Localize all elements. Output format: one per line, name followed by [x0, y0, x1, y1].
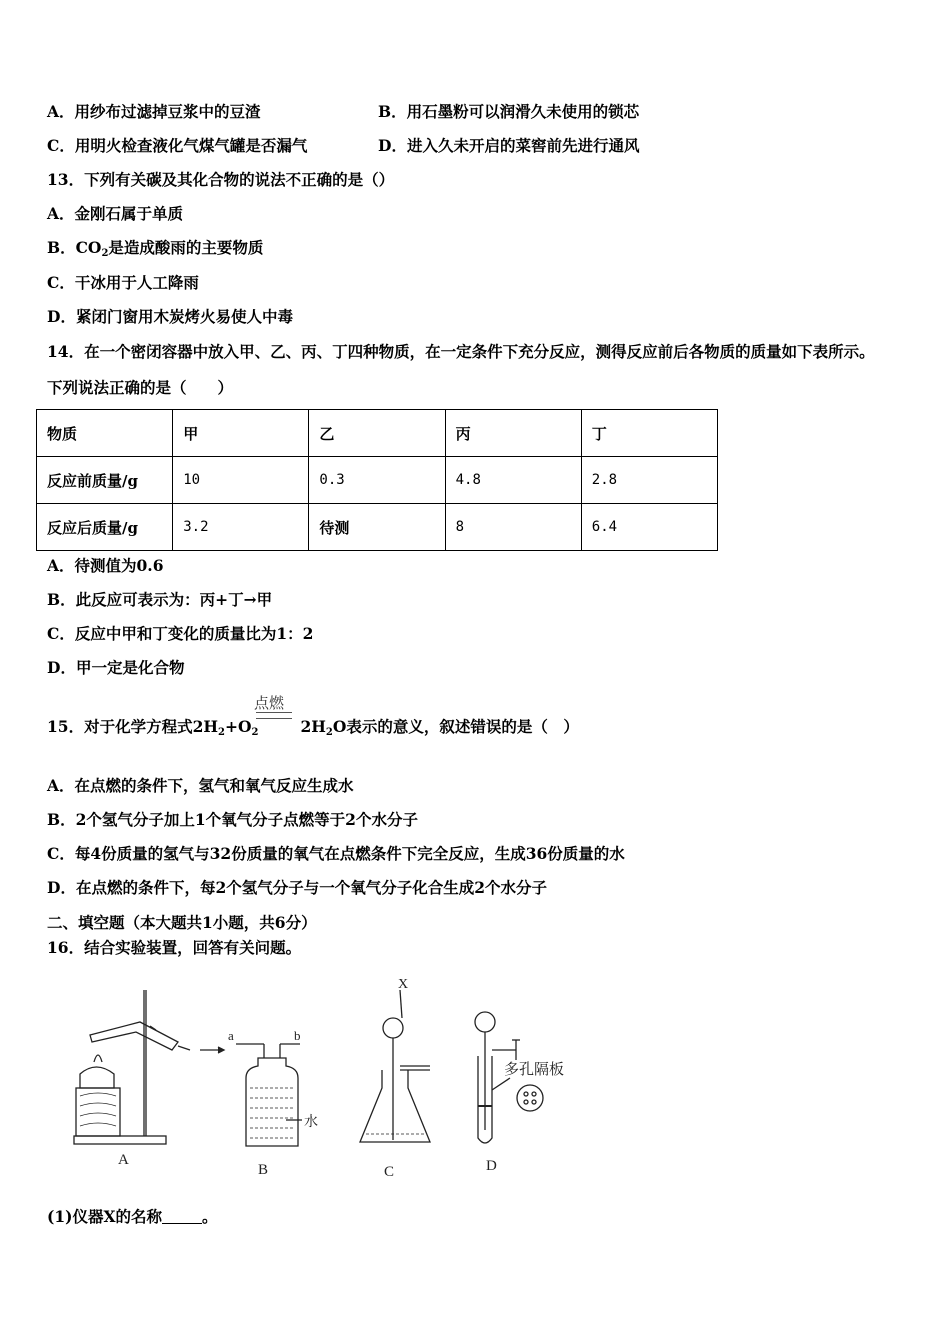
port-a-label: a [228, 1028, 234, 1043]
q14-option-b: B．此反应可表示为：丙+丁→甲 [47, 590, 273, 609]
table-cell: 2.8 [581, 457, 717, 504]
q16-sub1-post: 。 [201, 1207, 218, 1226]
apparatus-figure [60, 970, 600, 1185]
apparatus-a [74, 990, 224, 1144]
table-cell: 10 [173, 457, 309, 504]
q13-option-b [47, 238, 263, 264]
eq-sub: 2 [251, 727, 259, 738]
table-cell: 3.2 [173, 504, 309, 551]
eq-sub: 2 [325, 727, 333, 738]
table-cell: 丁 [581, 410, 717, 457]
option-c: C．用明火检查液化气煤气罐是否漏气 [47, 136, 308, 155]
eq-left: 2H [192, 717, 219, 736]
delivery-tube [178, 1046, 190, 1050]
q15-stem [47, 717, 579, 743]
q13-b-pre: B．CO [47, 238, 102, 257]
q14-stem-line2: 下列说法正确的是（ ） [47, 378, 234, 397]
q14-option-a: A．待测值为0.6 [47, 556, 164, 575]
table-row [37, 410, 718, 457]
test-tube [90, 1022, 178, 1050]
x-label: X [398, 977, 409, 992]
q13-option-d: D．紧闭门窗用木炭烤火易使人中毒 [47, 307, 293, 326]
alcohol-lamp [80, 1067, 114, 1088]
option-d: D．进入久未开启的菜窖前先进行通风 [378, 136, 640, 155]
apparatus-c [360, 990, 430, 1142]
funnel-d [475, 1012, 495, 1032]
label-a: A [118, 1152, 129, 1168]
reaction-condition: 点燃 [254, 694, 285, 712]
eq-sub: 2 [218, 727, 225, 738]
q15-stem-post: 表示的意义，叙述错误的是（ ） [346, 717, 579, 736]
table-cell: 甲 [173, 410, 309, 457]
option-b: B．用石墨粉可以润滑久未使用的锁芯 [378, 102, 640, 121]
q15-option-a: A．在点燃的条件下，氢气和氧气反应生成水 [47, 776, 354, 795]
label-d: D [486, 1158, 497, 1174]
table-cell: 丙 [445, 410, 581, 457]
q13-b-post: 是造成酸雨的主要物质 [108, 238, 264, 257]
table-cell: 乙 [309, 410, 445, 457]
q13-option-a: A．金刚石属于单质 [47, 204, 184, 223]
q16-sub1 [47, 1207, 218, 1227]
port-b-label: b [294, 1028, 301, 1043]
q15-stem-pre: 15．对于化学方程式 [47, 717, 193, 736]
label-c: C [384, 1164, 395, 1180]
eq-plus: +O [224, 717, 252, 736]
table-cell: 反应后质量/g [37, 504, 173, 551]
table-row [37, 457, 718, 504]
table-cell: 反应前质量/g [37, 457, 173, 504]
q14-mass-table [36, 409, 718, 551]
q15-option-d: D．在点燃的条件下，每2个氢气分子与一个氧气分子化合生成2个水分子 [47, 878, 548, 897]
table-row [37, 504, 718, 551]
stand-base [74, 1136, 166, 1144]
q14-option-d: D．甲一定是化合物 [47, 658, 185, 677]
section-title: 二、填空题（本大题共1小题，共6分） [47, 913, 317, 932]
table-cell: 8 [445, 504, 581, 551]
table-cell: 4.8 [445, 457, 581, 504]
plate-label: 多孔隔板 [504, 1060, 565, 1078]
table-cell: 6.4 [581, 504, 717, 551]
q14-stem-line1: 14．在一个密闭容器中放入甲、乙、丙、丁四种物质，在一定条件下充分反应，测得反应前后各物质的质量如下表所示。 [47, 342, 875, 361]
eq-right: 2H [300, 717, 326, 736]
gas-bottle [246, 1058, 298, 1146]
option-a: A．用纱布过滤掉豆浆中的豆渣 [47, 102, 261, 121]
q15-option-c: C．每4份质量的氢气与32份质量的氧气在点燃条件下完全反应，生成36份质量的水 [47, 844, 625, 863]
q13-option-c: C．干冰用于人工降雨 [47, 273, 199, 292]
table-cell: 待测 [309, 504, 445, 551]
water-label: 水 [304, 1114, 318, 1130]
q15-option-b: B．2个氢气分子加上1个氧气分子点燃等于2个水分子 [47, 810, 418, 829]
apparatus-b [236, 1044, 302, 1146]
q16-stem: 16．结合实验装置，回答有关问题。 [47, 938, 302, 957]
eq-right-o: O [332, 717, 347, 736]
funnel-x [383, 1018, 403, 1038]
q16-sub1-pre: (1)仪器X的名称 [47, 1207, 162, 1226]
table-cell: 物质 [37, 410, 173, 457]
q14-option-c: C．反应中甲和丁变化的质量比为1：2 [47, 624, 314, 643]
label-b: B [258, 1162, 269, 1178]
plate-detail [517, 1085, 543, 1111]
conical-flask [360, 1070, 430, 1142]
table-cell: 0.3 [309, 457, 445, 504]
answer-blank[interactable] [162, 1209, 202, 1224]
q13-stem: 13．下列有关碳及其化合物的说法不正确的是（） [47, 170, 395, 189]
q13-b-sub: 2 [101, 248, 109, 259]
